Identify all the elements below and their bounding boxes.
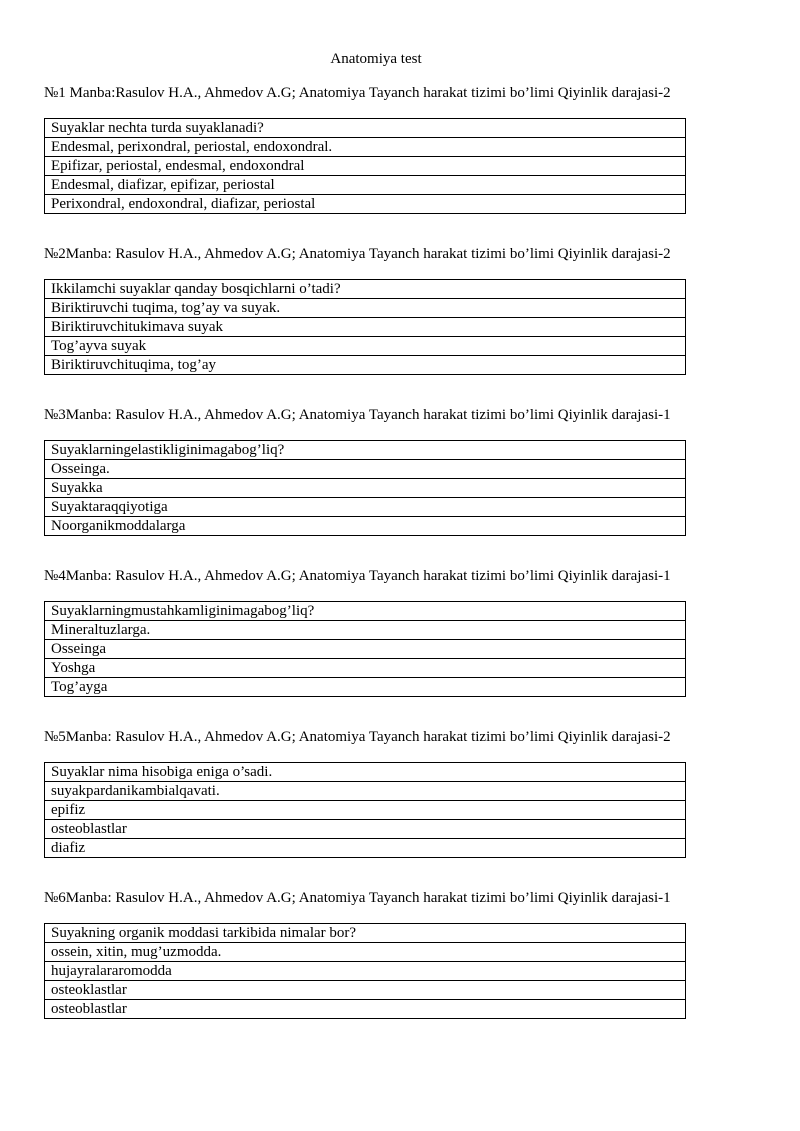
- table-row: [45, 337, 686, 356]
- answer-option: Endesmal, diafizar, epifizar, periostal: [45, 176, 686, 195]
- table-row: [45, 621, 686, 640]
- table-row: [45, 924, 686, 943]
- table-row: [45, 602, 686, 621]
- table-row: [45, 119, 686, 138]
- question-list: [44, 83, 744, 1049]
- table-row: [45, 943, 686, 962]
- table-row: [45, 801, 686, 820]
- table-row: [45, 441, 686, 460]
- answers-table: [44, 923, 686, 1019]
- answer-option: Endesmal, perixondral, periostal, endoxondral.: [45, 138, 686, 157]
- table-row: [45, 280, 686, 299]
- table-row: [45, 138, 686, 157]
- answer-option: hujayralararomodda: [45, 962, 686, 981]
- question-text: Suyaklarningmustahkamliginimagabog’liq?: [45, 602, 686, 621]
- answer-option: Suyakka: [45, 479, 686, 498]
- answers-table: [44, 440, 686, 536]
- table-row: [45, 640, 686, 659]
- answer-option: Yoshga: [45, 659, 686, 678]
- table-row: [45, 479, 686, 498]
- answer-option: Biriktiruvchi tuqima, tog’ay va suyak.: [45, 299, 686, 318]
- answer-option: diafiz: [45, 839, 686, 858]
- answer-option: Perixondral, endoxondral, diafizar, periostal: [45, 195, 686, 214]
- answer-option: Biriktiruvchitukimava suyak: [45, 318, 686, 337]
- question-header: №3Manba: Rasulov H.A., Ahmedov A.G; Anatomiya Tayanch harakat tizimi bo’limi Qiyinlik darajasi-1: [44, 407, 671, 423]
- answer-option: Tog’ayva suyak: [45, 337, 686, 356]
- answers-table: [44, 601, 686, 697]
- question-text: Suyaklar nechta turda suyaklanadi?: [45, 119, 686, 138]
- table-row: [45, 839, 686, 858]
- page-title: Anatomiya test: [330, 51, 422, 67]
- table-row: [45, 176, 686, 195]
- table-row: [45, 981, 686, 1000]
- question-header: №6Manba: Rasulov H.A., Ahmedov A.G; Anatomiya Tayanch harakat tizimi bo’limi Qiyinlik darajasi-1: [44, 890, 671, 906]
- question-block: [44, 727, 744, 858]
- answer-option: Suyaktaraqqiyotiga: [45, 498, 686, 517]
- table-row: [45, 157, 686, 176]
- answer-option: Noorganikmoddalarga: [45, 517, 686, 536]
- table-row: [45, 318, 686, 337]
- answer-option: Biriktiruvchituqima, tog’ay: [45, 356, 686, 375]
- question-text: Suyakning organik moddasi tarkibida nimalar bor?: [45, 924, 686, 943]
- answer-option: ossein, xitin, mug’uzmodda.: [45, 943, 686, 962]
- question-header: №2Manba: Rasulov H.A., Ahmedov A.G; Anatomiya Tayanch harakat tizimi bo’limi Qiyinlik darajasi-2: [44, 246, 671, 262]
- table-row: [45, 659, 686, 678]
- question-text: Suyaklar nima hisobiga eniga o’sadi.: [45, 763, 686, 782]
- table-row: [45, 195, 686, 214]
- question-header: №4Manba: Rasulov H.A., Ahmedov A.G; Anatomiya Tayanch harakat tizimi bo’limi Qiyinlik darajasi-1: [44, 568, 671, 584]
- answer-option: osteoblastlar: [45, 820, 686, 839]
- question-block: [44, 566, 744, 697]
- answer-option: Tog’ayga: [45, 678, 686, 697]
- answer-option: osteoklastlar: [45, 981, 686, 1000]
- answer-option: Osseinga: [45, 640, 686, 659]
- question-block: [44, 244, 744, 375]
- answer-option: Epifizar, periostal, endesmal, endoxondral: [45, 157, 686, 176]
- table-row: [45, 962, 686, 981]
- answer-option: osteoblastlar: [45, 1000, 686, 1019]
- table-row: [45, 678, 686, 697]
- question-text: Suyaklarningelastikliginimagabog’liq?: [45, 441, 686, 460]
- question-header: №5Manba: Rasulov H.A., Ahmedov A.G; Anatomiya Tayanch harakat tizimi bo’limi Qiyinlik darajasi-2: [44, 729, 671, 745]
- answer-option: Mineraltuzlarga.: [45, 621, 686, 640]
- table-row: [45, 517, 686, 536]
- table-row: [45, 820, 686, 839]
- table-row: [45, 460, 686, 479]
- answer-option: Osseinga.: [45, 460, 686, 479]
- answer-option: epifiz: [45, 801, 686, 820]
- table-row: [45, 1000, 686, 1019]
- question-header: №1 Manba:Rasulov H.A., Ahmedov A.G; Anatomiya Tayanch harakat tizimi bo’limi Qiyinlik darajasi-2: [44, 85, 671, 101]
- question-text: Ikkilamchi suyaklar qanday bosqichlarni o’tadi?: [45, 280, 686, 299]
- table-row: [45, 498, 686, 517]
- answer-option: suyakpardanikambialqavati.: [45, 782, 686, 801]
- question-block: [44, 83, 744, 214]
- table-row: [45, 763, 686, 782]
- table-row: [45, 782, 686, 801]
- answers-table: [44, 762, 686, 858]
- answers-table: [44, 279, 686, 375]
- question-block: [44, 405, 744, 536]
- table-row: [45, 299, 686, 318]
- question-block: [44, 888, 744, 1019]
- answers-table: [44, 118, 686, 214]
- table-row: [45, 356, 686, 375]
